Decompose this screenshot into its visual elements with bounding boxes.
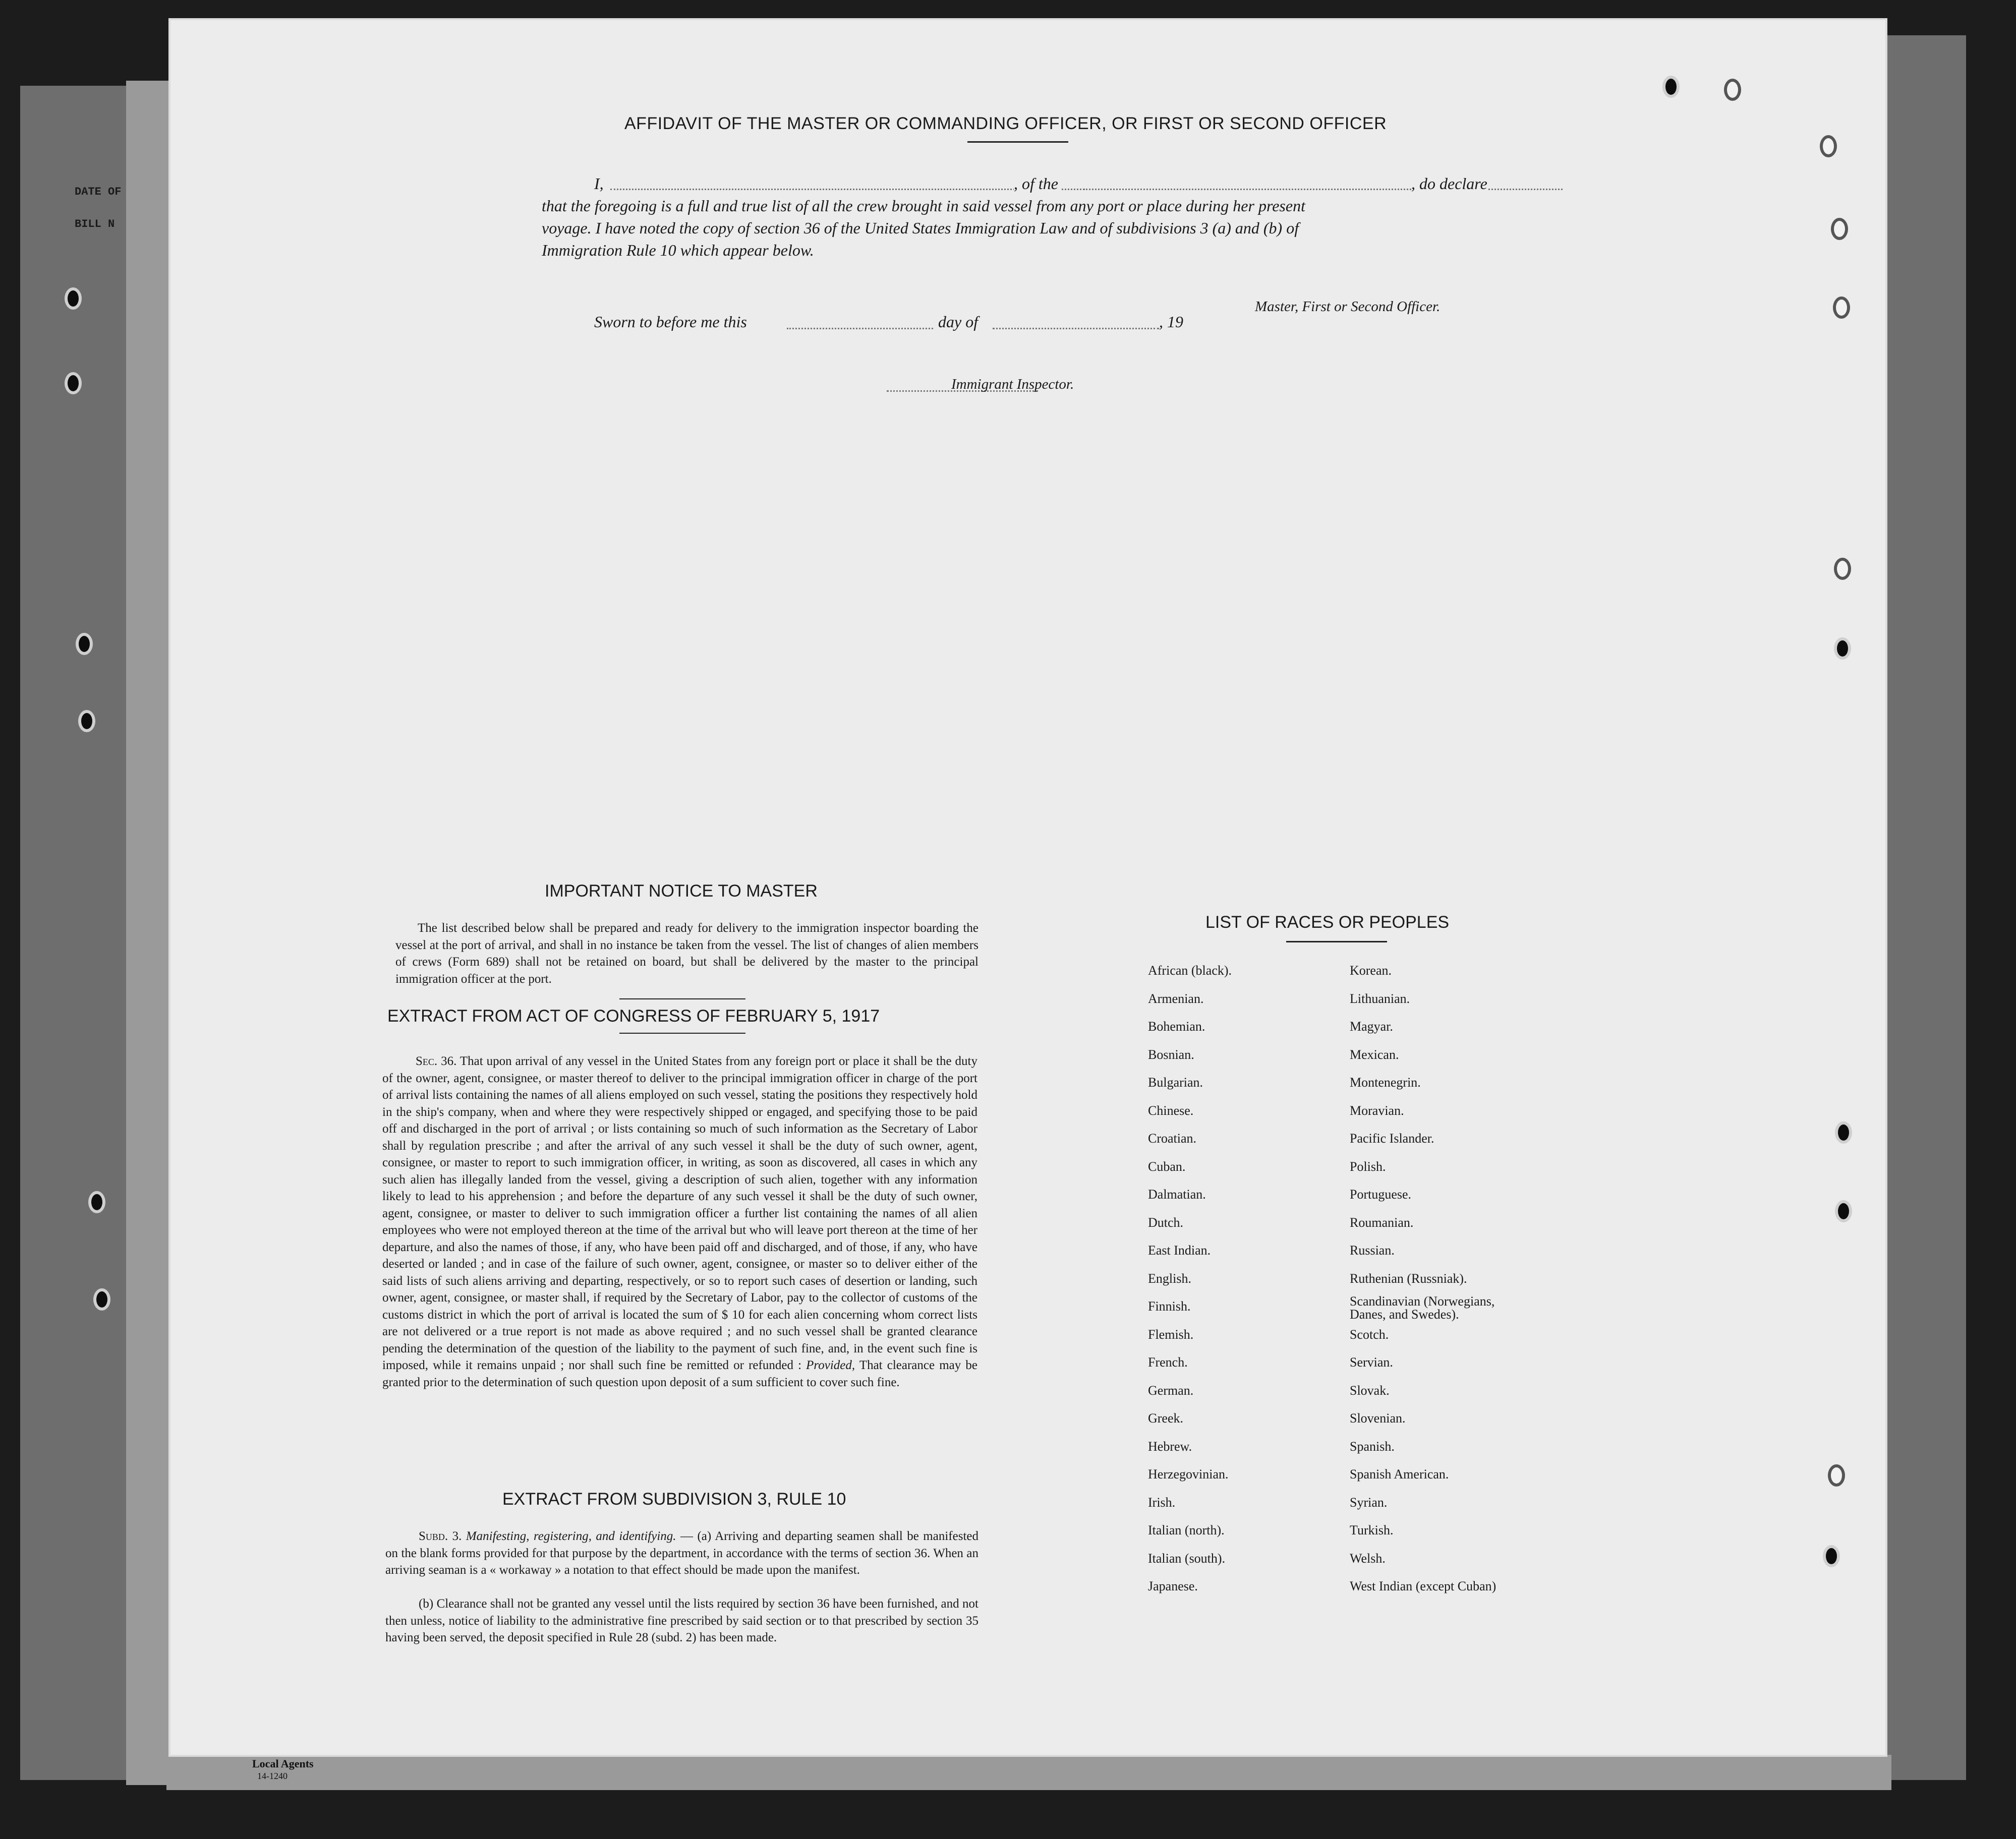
race-item: Dalmatian. — [1148, 1187, 1206, 1202]
race-item: German. — [1148, 1383, 1194, 1398]
punch-hole — [1834, 637, 1851, 660]
punch-hole — [1724, 79, 1741, 101]
race-item: Armenian. — [1148, 991, 1204, 1006]
punch-hole — [1823, 1545, 1840, 1567]
extract-rule-para-a — [385, 1528, 978, 1579]
punch-hole — [1834, 558, 1851, 580]
race-item: Slovak. — [1350, 1383, 1390, 1398]
race-item: Syrian. — [1350, 1495, 1388, 1510]
punch-hole — [1831, 218, 1848, 240]
race-item: Ruthenian (Russniak). — [1350, 1271, 1467, 1286]
punch-hole — [65, 372, 82, 394]
extract-rule-para-b: (b) Clearance shall not be granted any vessel until the lists required by section 36 have been furnished, and not then unless, notice of liability to the administrative fine prescribed by said section or to that prescribed by section 35 having been served, the deposit specified in Rule 28 (subd. 2) has been made. — [385, 1597, 978, 1644]
extract-act-title: EXTRACT FROM ACT OF CONGRESS OF FEBRUARY 5, 1917 — [387, 1006, 880, 1026]
race-item: Bohemian. — [1148, 1019, 1205, 1034]
race-item: East Indian. — [1148, 1243, 1211, 1258]
punch-hole — [1833, 296, 1850, 319]
race-item: Finnish. — [1148, 1299, 1191, 1314]
race-item: English. — [1148, 1271, 1191, 1286]
notice-title: IMPORTANT NOTICE TO MASTER — [545, 881, 818, 901]
race-item: Spanish American. — [1350, 1467, 1449, 1481]
race-item: African (black). — [1148, 963, 1232, 978]
race-item: Servian. — [1350, 1355, 1393, 1370]
affidavit-line1-of-the: , of the — [1014, 174, 1061, 193]
back-sheet-left-edge — [126, 81, 171, 1785]
race-item: Irish. — [1148, 1495, 1176, 1510]
underlying-date-label: DATE OF — [75, 186, 122, 198]
race-item: Bosnian. — [1148, 1047, 1194, 1062]
extract-rule-title: EXTRACT FROM SUBDIVISION 3, RULE 10 — [502, 1490, 846, 1509]
subd-para-a: — (a) Arriving and departing seamen shall be manifested on the blank forms provided for that purpose by the department, in accordance with the terms of section 36. When an arriving seaman is a « workaway » a notation to that effect should be made upon the manifest. — [385, 1529, 978, 1577]
race-item: Dutch. — [1148, 1215, 1184, 1230]
punch-hole — [1820, 135, 1837, 157]
race-item: Magyar. — [1350, 1019, 1393, 1034]
race-item: Turkish. — [1350, 1523, 1394, 1537]
provided-text: That clearance may be granted prior to the determination of such question upon deposit of a sum sufficient to cover such fine. — [382, 1358, 977, 1389]
race-item: Russian. — [1350, 1243, 1395, 1258]
race-item: Japanese. — [1148, 1579, 1198, 1593]
punch-hole — [93, 1288, 110, 1311]
punch-hole — [88, 1191, 105, 1213]
races-title-underline — [1286, 941, 1387, 942]
title-underline — [967, 141, 1068, 143]
extract-act-divider — [619, 1033, 745, 1034]
sworn-year: , 19 — [1159, 313, 1183, 331]
sec-36-body: That upon arrival of any vessel in the United States from any foreign port or place it shall be the duty of the owner, agent, consignee, or master thereof to deliver to the principal immigration officer in charge of the port of arrival lists containing the names of all aliens employed on such vessel, stating the positions they respectively hold in the ship's company, when and where they were respectively shipped or engaged, and specifying those to be paid off and discharged in the port of arrival ; or lists containing so much of such information as the Secretary of Labor shall by regulation prescribe ; and after the arrival of any such vessel it shall be the duty of such owner, agent, consignee, or master to report to such immigration officer, in writing, as soon as discovered, all cases in which any such alien has illegally landed from the vessel, giving a description of such alien, together with any information likely to lead to his apprehension ; and before the departure of any such vessel it shall be the duty of such owner, agent, consignee, or master to deliver to such immigration officer a further list containing the names of all alien employees who were not employed thereon at the time of the arrival but who will leave port thereon at the time of her departure, and also the names of those, if any, who have been paid off and discharged, and of those, if any, who have deserted or landed ; and in case of the failure of such owner, agent, consignee, or master so to deliver either of the said lists of such aliens arriving and departing, respectively, or so to report such cases of desertion or landing, such owner, agent, consignee, or master shall, if required by the Secretary of Labor, pay to the collector of customs of the customs district in which the port of arrival is located the sum of $ 10 for each alien concerning whom correct lists are not delivered or a true report is not made as above required ; and no such vessel shall be granted clearance pending the determination of the question of the liability to the payment of such fine, and, in the event such fine is imposed, while it remains unpaid ; nor shall such fine be remitted or refunded : — [382, 1054, 977, 1372]
punch-hole — [1662, 76, 1680, 98]
affidavit-line4: Immigration Rule 10 which appear below. — [542, 241, 814, 259]
signature-caption: Master, First or Second Officer. — [1255, 299, 1441, 315]
sworn-prefix: Sworn to before me this — [594, 313, 747, 331]
sworn-day-of: day of — [938, 313, 978, 331]
back-sheet-right — [1885, 35, 1966, 1780]
subd-heading: Manifesting, registering, and identifying. — [466, 1529, 676, 1543]
race-item: Italian (north). — [1148, 1523, 1225, 1537]
punch-hole — [1828, 1464, 1845, 1487]
race-item: Italian (south). — [1148, 1551, 1226, 1566]
race-item: Montenegrin. — [1350, 1075, 1421, 1090]
race-item: Pacific Islander. — [1350, 1131, 1434, 1146]
punch-hole — [65, 287, 82, 310]
race-item: Welsh. — [1350, 1551, 1386, 1566]
sworn-day-blank — [787, 328, 933, 329]
race-item: Slovenian. — [1350, 1411, 1406, 1426]
race-item: Roumanian. — [1350, 1215, 1414, 1230]
race-item: Scotch. — [1350, 1327, 1389, 1342]
punch-hole — [78, 710, 95, 732]
punch-hole — [1835, 1121, 1852, 1144]
race-item: Moravian. — [1350, 1103, 1404, 1118]
punch-hole — [76, 633, 93, 655]
race-item: Portuguese. — [1350, 1187, 1412, 1202]
race-item: Chinese. — [1148, 1103, 1194, 1118]
race-item: West Indian (except Cuban) — [1350, 1579, 1496, 1593]
race-item: Bulgarian. — [1148, 1075, 1203, 1090]
race-item: Hebrew. — [1148, 1439, 1192, 1454]
affidavit-line3: voyage. I have noted the copy of section 36 of the United States Immigration Law and of subdivisions 3 (a) and (b) of — [542, 219, 1299, 237]
form-page — [170, 20, 1885, 1755]
affidavit-title: AFFIDAVIT OF THE MASTER OR COMMANDING OFFICER, OR FIRST OR SECOND OFFICER — [624, 114, 1387, 133]
race-item: Korean. — [1350, 963, 1392, 978]
subd-label: Subd. 3. — [419, 1529, 462, 1543]
vessel-blank — [1083, 189, 1563, 190]
back-sheet-bottom — [166, 1755, 1891, 1790]
affidavit-line1-declare: , do declare — [1411, 174, 1487, 193]
notice-divider — [619, 998, 745, 999]
extract-act-text — [382, 1053, 977, 1391]
punch-hole — [1835, 1200, 1852, 1222]
race-item: Flemish. — [1148, 1327, 1194, 1342]
underlying-form-number: 14-1240 — [257, 1771, 287, 1781]
race-item: Croatian. — [1148, 1131, 1197, 1146]
race-item: Spanish. — [1350, 1439, 1395, 1454]
race-item: Scandinavian (Norwegians, Danes, and Swedes). — [1350, 1294, 1495, 1322]
race-item: Herzegovinian. — [1148, 1467, 1229, 1481]
affidavit-line2: that the foregoing is a full and true list of all the crew brought in said vessel from any port or place during her present — [542, 197, 1305, 215]
underlying-local-agents: Local Agents — [252, 1757, 314, 1770]
underlying-bill-label: BILL N — [75, 218, 115, 230]
race-item: French. — [1148, 1355, 1188, 1370]
race-item: Polish. — [1350, 1159, 1386, 1174]
provided-label: Provided, — [806, 1358, 855, 1372]
race-item: Greek. — [1148, 1411, 1184, 1426]
inspector-caption: Immigrant Inspector. — [951, 376, 1074, 392]
race-item: Cuban. — [1148, 1159, 1186, 1174]
sec-label: Sec. 36. — [416, 1054, 457, 1068]
sworn-month-blank — [993, 328, 1159, 329]
race-item: Lithuanian. — [1350, 991, 1410, 1006]
races-title: LIST OF RACES OR PEOPLES — [1205, 913, 1450, 932]
notice-text: The list described below shall be prepared and ready for delivery to the immigration inspector boarding the vessel at the port of arrival, and shall in no instance be taken from the vessel. The list of changes of alien members of crews (Form 689) shall not be retained on board, but shall be delivered by the master to the principal immigration officer at the port. — [395, 921, 978, 986]
affidavit-line1-i: I, — [594, 174, 604, 193]
race-item: Mexican. — [1350, 1047, 1399, 1062]
